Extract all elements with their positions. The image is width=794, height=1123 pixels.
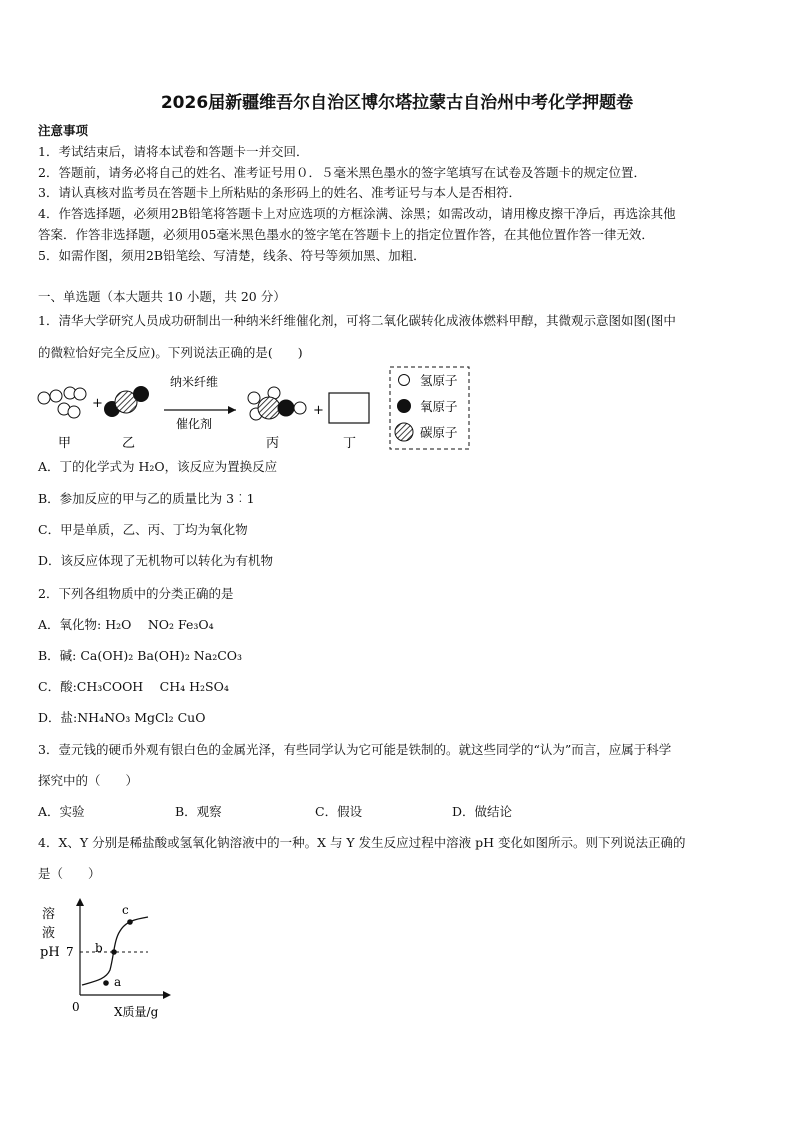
svg-text:碳原子: 碳原子	[420, 425, 458, 440]
carbon-atom-icon	[395, 423, 413, 441]
option-c: C．酸:CH₃COOH CH₄ H₂SO₄	[38, 679, 229, 694]
svg-text:0: 0	[72, 1000, 80, 1014]
methanol-molecule	[248, 387, 306, 420]
ph-graph	[36, 895, 176, 1025]
notice-item: 4．作答选择题，必须用2B铅笔将答题卡上对应选项的方框涂满、涂黑；如需改动，请用橡皮擦干净后，再选涂其他	[38, 206, 676, 221]
question-4-stem: 4．X、Y 分别是稀盐酸或氢氧化钠溶液中的一种。X 与 Y 发生反应过程中溶液 pH 变化如图所示。则下列说法正确的	[38, 835, 686, 850]
question-3-stem: 3．壹元钱的硬币外观有银白色的金属光泽，有些同学认为它可能是铁制的。就这些同学的“认为”而言，应属于科学	[38, 742, 672, 757]
point-c	[127, 919, 133, 925]
plus-sign: +	[92, 396, 103, 411]
svg-text:b: b	[95, 941, 103, 955]
svg-text:溶: 溶	[42, 907, 56, 922]
label-ding: 丁	[343, 436, 357, 451]
option-b: B．观察	[175, 804, 222, 819]
label-yi: 乙	[122, 436, 136, 451]
option-a: A．实验	[38, 804, 85, 819]
question-4-stem: 是（ ）	[38, 866, 101, 881]
catalyst-label: 纳米纤维	[170, 375, 219, 389]
hydrogen-molecules	[38, 387, 86, 418]
svg-text:氧原子: 氧原子	[420, 399, 458, 414]
option-a: A．氧化物: H₂O NO₂ Fe₃O₄	[38, 617, 214, 632]
svg-text:X质量/g: X质量/g	[114, 1005, 159, 1019]
svg-text:+: +	[313, 403, 324, 418]
question-1-stem: 的微粒恰好完全反应)。下列说法正确的是( )	[38, 345, 303, 360]
svg-text:pH: pH	[40, 945, 60, 960]
option-c: C．甲是单质，乙、丙、丁均为氧化物	[38, 522, 248, 537]
option-d: D．该反应体现了无机物可以转化为有机物	[38, 553, 274, 568]
page-title: 2026届新疆维吾尔自治区博尔塔拉蒙古自治州中考化学押题卷	[160, 93, 634, 113]
option-b: B．碱: Ca(OH)₂ Ba(OH)₂ Na₂CO₃	[38, 648, 243, 663]
point-a	[103, 980, 109, 986]
section-heading: 一、单选题（本大题共 10 小题，共 20 分）	[38, 289, 286, 304]
option-c: C．假设	[315, 804, 363, 819]
notice-item: 1．考试结束后，请将本试卷和答题卡一并交回．	[38, 144, 309, 159]
question-1-stem: 1．清华大学研究人员成功研制出一种纳米纤维催化剂，可将二氧化碳转化成液体燃料甲醇，其微观示意图如图(图中	[38, 313, 676, 328]
oxygen-atom-icon	[397, 399, 411, 413]
svg-text:7: 7	[66, 945, 74, 959]
notice-item: 3．请认真核对监考员在答题卡上所粘贴的条形码上的姓名、准考证号与本人是否相符．	[38, 185, 521, 200]
option-d: D．盐:NH₄NO₃ MgCl₂ CuO	[38, 710, 206, 725]
svg-text:液: 液	[42, 926, 56, 941]
option-d: D．做结论	[452, 804, 513, 819]
question-2-stem: 2．下列各组物质中的分类正确的是	[38, 586, 234, 601]
question-3-stem: 探究中的（ ）	[38, 773, 139, 788]
notice-item: 答案．作答非选择题，必须用05毫米黑色墨水的签字笔在答题卡上的指定位置作答，在其他位置作答一律无效．	[38, 227, 654, 242]
notice-item: 2．答题前，请务必将自己的姓名、准考证号用０．５毫米黑色墨水的签字笔填写在试卷及答题卡的规定位置．	[38, 165, 646, 180]
reaction-diagram	[30, 364, 480, 456]
svg-text:氢原子: 氢原子	[420, 373, 458, 388]
point-b	[111, 949, 117, 955]
catalyst-label: 催化剂	[176, 417, 213, 431]
hydrogen-atom-icon	[399, 375, 410, 386]
option-a: A．丁的化学式为 H₂O，该反应为置换反应	[38, 459, 278, 474]
svg-text:c: c	[122, 903, 129, 917]
label-bing: 丙	[266, 436, 280, 451]
carbon-dioxide-molecule	[104, 386, 149, 417]
notice-item: 5．如需作图，须用2B铅笔绘、写清楚，线条、符号等须加黑、加粗．	[38, 248, 426, 263]
unknown-product-box	[329, 393, 369, 423]
option-b: B．参加反应的甲与乙的质量比为 3︰1	[38, 491, 255, 506]
notice-heading: 注意事项	[38, 123, 89, 138]
svg-text:a: a	[114, 975, 122, 989]
label-jia: 甲	[58, 436, 72, 451]
